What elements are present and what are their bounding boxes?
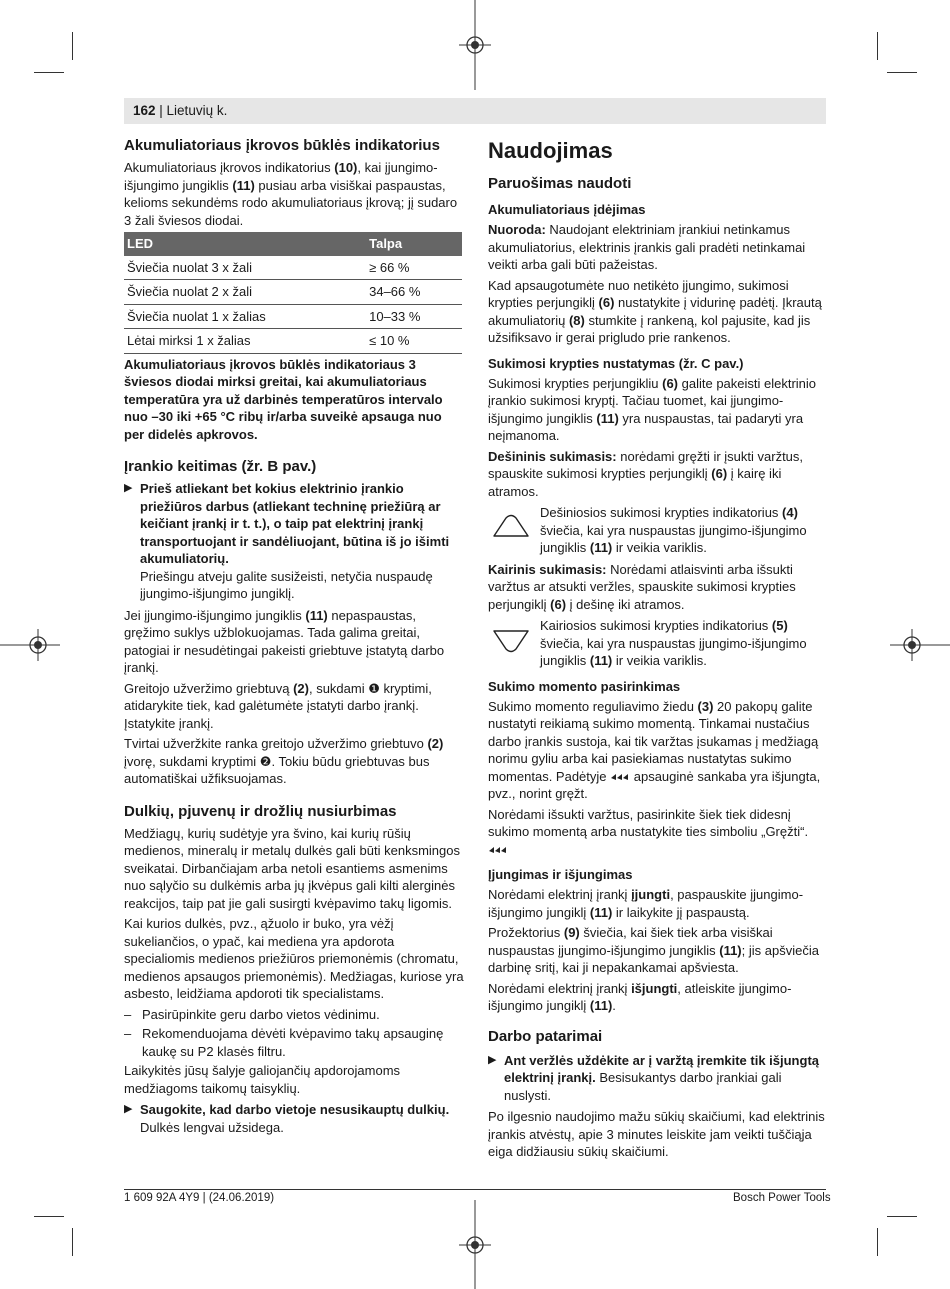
crop-mark — [34, 72, 64, 73]
footer-brand: Bosch Power Tools — [733, 1192, 831, 1204]
bullet-triangle-icon: ▶ — [124, 482, 133, 494]
paragraph: Sukimo momento reguliavimo žiedu (3) 20 pakopų galite nustatyti reikiamą sukimo momentą. Tinkamai nustačius darbo įrankis sustoja, kai tik varžtas įsukamas į medžiagą norimu gyliu arba kai pasiekiamas nustatytas sukimo momentas. Padėtyje apsauginė sankaba yra išjungta, pvz., norint gręžt. — [488, 698, 821, 801]
crop-mark — [877, 1228, 878, 1256]
list-item: – Pasirūpinkite geru darbo vietos vėdinimu. — [124, 1006, 380, 1022]
crop-mark — [887, 72, 917, 73]
battery-warning: Akumuliatoriaus įkrovos būklės indikatoriaus 3 šviesos diodai mirksi greitai, kai akumuliatoriaus temperatūra yra už darbinės temperatūros intervalo nuo –30 iki +65 °C ribų ir/arba suveikė apsauga nuo per didelės apkrovos. — [124, 356, 443, 442]
paragraph: Kairinis sukimasis: Norėdami atlaisvinti arba išsukti varžtus ar atsukti veržles, spauskite sukimosi krypties perjungiklį (6) į dešinę iki atramos. — [488, 561, 796, 612]
table-row: Šviečia nuolat 2 x žali 34–66 % — [124, 280, 462, 305]
paragraph: Kai kurios dulkės, pvz., ąžuolo ir buko, yra vėžį sukeliančios, o ypač, kai mediena yra apdorota specialiomis medienos priežiūros priemonėmis (chromatu, medienos apsaugos priemonėmis). Medžiagas, kuriose yra asbesto, leidžiama apdoroti tik specialistams. — [124, 916, 464, 1001]
drill-symbol-icon — [610, 772, 630, 781]
table-header-led: LED — [124, 232, 366, 256]
crop-mark — [34, 1216, 64, 1217]
header-language: Lietuvių k. — [166, 103, 228, 118]
indicator-right-row: Dešiniosios sukimosi krypties indikatorius (4) šviečia, kai yra nuspaustas įjungimo-išjungimo jungiklis (11) ir veikia variklis. — [488, 504, 828, 557]
safety-bullet: ▶ Prieš atliekant bet kokius elektrinio įrankio priežiūros darbus (atliekant techninę priežiūrą ar keičiant įrankį ir t. t.), o taip pat elektrinį įrankį transportuojant ir sandėliuojant, būtina iš jo išimti akumuliatorių. Priešingu atveju galite susižeisti, netyčia nuspaudę įjungimo-išjungimo jungiklį. — [124, 481, 450, 601]
bullet-triangle-icon: ▶ — [124, 1103, 133, 1115]
main-title-usage: Naudojimas — [488, 138, 613, 163]
bullet-triangle-icon: ▶ — [488, 1053, 497, 1066]
crop-mark — [72, 1228, 73, 1256]
table-row: Lėtai mirksi 1 x žalias ≤ 10 % — [124, 329, 462, 354]
registration-mark-icon — [455, 1200, 495, 1289]
crop-mark — [72, 32, 73, 60]
table-row: Šviečia nuolat 3 x žali ≥ 66 % — [124, 256, 462, 280]
led-capacity-table — [124, 232, 462, 354]
list-item: – Rekomenduojama dėvėti kvėpavimo takų apsauginę kaukę su P2 klasės filtru. — [124, 1026, 444, 1059]
indicator-left-row: Kairiosios sukimosi krypties indikatorius (5) šviečia, kai yra nuspaustas įjungimo-išjungimo jungiklis (11) ir veikia variklis. — [488, 617, 828, 670]
page-number: 162 — [133, 103, 156, 118]
paragraph: Po ilgesnio naudojimo mažu sūkių skaičiumi, kad elektrinis įrankis atvėstų, apie 3 minutes leiskite jam veikti tuščiąja eiga didžiausiu sūkių skaičiumi. — [488, 1109, 825, 1159]
paragraph: Norėdami elektrinį įrankį išjungti, atleiskite įjungimo-išjungimo jungiklį (11). — [488, 980, 792, 1013]
left-column — [124, 136, 464, 1140]
section-title-dust-extraction: Dulkių, pjuvenų ir drožlių nusiurbimas — [124, 802, 397, 820]
paragraph: Jei įjungimo-išjungimo jungiklis (11) nepaspaustas, gręžimo suklys užblokuojamas. Tada galima greitai, patogiai ir nesudėtingai pakeisti griebtuve įstatytą darbo įrankį. — [124, 607, 445, 675]
registration-mark-icon — [890, 625, 950, 665]
paragraph: Laikykitės jūsų šalyje galiojančių apdorojamoms medžiagoms taikomų taisyklių. — [124, 1063, 401, 1096]
safety-bullet: ▶ Saugokite, kad darbo vietoje nesusikauptų dulkių. Dulkės lengvai užsidega. — [124, 1102, 450, 1135]
table-row: Šviečia nuolat 1 x žalias 10–33 % — [124, 304, 462, 329]
page-header-bar — [124, 98, 826, 124]
footer-document-id: 1 609 92A 4Y9 | (24.06.2019) — [124, 1192, 275, 1204]
paragraph: Tvirtai užveržkite ranka greitojo užveržimo griebtuvo (2) įvorę, sukdami kryptimi ❷. Tokiu būdu griebtuvas bus automatiškai užfiksuojamas. — [124, 736, 444, 786]
right-column — [488, 136, 828, 1164]
registration-mark-icon — [455, 0, 495, 90]
heading-rotation-direction: Sukimosi krypties nustatymas (žr. C pav.) — [488, 355, 744, 371]
drill-symbol-icon — [488, 845, 508, 854]
safety-bullet: ▶ Ant veržlės uždėkite ar į varžtą įremkite tik išjungtą elektrinį įrankį. Besisukantys darbo įrankiai gali nuslysti. — [488, 1052, 820, 1103]
paragraph: Sukimosi krypties perjungikliu (6) galite pakeisti elektrinio įrankio sukimosi kryptį. Tačiau tuomet, kai įjungimo-išjungimo jungiklis (11) yra nuspaustas, tai padaryti yra neįmanoma. — [488, 375, 817, 443]
crop-mark — [887, 1216, 917, 1217]
footer-divider — [124, 1189, 826, 1190]
paragraph: Medžiagų, kurių sudėtyje yra švino, kai kurių rūšių medienos, mineralų ir metalų dulkės gali būti kenksmingos sveikatai. Dirbančiajam arba netoli esantiems asmenims nuo sąlyčio su dulkėmis arba jų įkvėpus gali kilti alerginės reakcijos, taip pat jie gali susirgti kvėpavimo takų ligomis. — [124, 825, 460, 911]
paragraph: Prožektorius (9) šviečia, kai šiek tiek arba visiškai nuspaustas įjungimo-išjungimo jungiklis (11); jis apšviečia darbinę sritį, kai ji nepakankamai apšviesta. — [488, 925, 819, 975]
section-title-tool-change: Įrankio keitimas (žr. B pav.) — [124, 458, 317, 475]
paragraph: Dešininis sukimasis: norėdami gręžti ir įsukti varžtus, spauskite sukimosi krypties perjungiklį (6) į kairę iki atramos. — [488, 448, 804, 499]
left-rotation-indicator-icon — [492, 627, 530, 653]
table-header-capacity: Talpa — [366, 232, 462, 256]
paragraph: Kad apsaugotumėte nuo netikėto įjungimo, sukimosi krypties perjungiklį (6) nustatykite į vidurinę padėtį. Įkrautą akumuliatorių (8) stumkite į rankeną, kol pajusite, kad jis užsifiksavo ir gerai prigludo prie rankenos. — [488, 277, 822, 345]
section-title-battery-indicator: Akumuliatoriaus įkrovos būklės indikatorius — [124, 137, 440, 154]
registration-mark-icon — [0, 625, 60, 665]
page-header: 162 | Lietuvių k. — [133, 103, 228, 118]
right-rotation-indicator-icon — [492, 514, 530, 540]
paragraph: Greitojo užveržimo griebtuvą (2), sukdami ❶ kryptimi, atidarykite tiek, kad galėtumėte įstatyti darbo įrankį. Įstatykite įrankį. — [124, 680, 432, 731]
subsection-title-work-tips: Darbo patarimai — [488, 1027, 603, 1045]
heading-battery-insert: Akumuliatoriaus įdėjimas — [488, 202, 646, 217]
subsection-title-preparation: Paruošimas naudoti — [488, 175, 632, 192]
paragraph: Norėdami elektrinį įrankį įjungti, paspauskite įjungimo-išjungimo jungiklį (11) ir laikykite jį paspaustą. — [488, 887, 804, 920]
paragraph: Akumuliatoriaus įkrovos indikatorius (10), kai įjungimo-išjungimo jungiklis (11) pusiau arba visiškai paspaustas, kelioms sekundėms rodo akumuliatoriaus įkrovą; jį sudaro 3 žali šviesos diodai. — [124, 160, 458, 228]
heading-on-off: Įjungimas ir išjungimas — [488, 867, 633, 882]
crop-mark — [877, 32, 878, 60]
paragraph: Nuoroda: Naudojant elektriniam įrankiui netinkamus akumuliatorius, elektrinis įrankis gali pradėti netinkamai veikti arba gali būti pažeistas. — [488, 222, 806, 272]
heading-torque-selection: Sukimo momento pasirinkimas — [488, 678, 681, 694]
paragraph: Norėdami išsukti varžtus, pasirinkite šiek tiek didesnį sukimo momentą arba nustatykite ties simboliu „Gręžti“. — [488, 806, 828, 859]
